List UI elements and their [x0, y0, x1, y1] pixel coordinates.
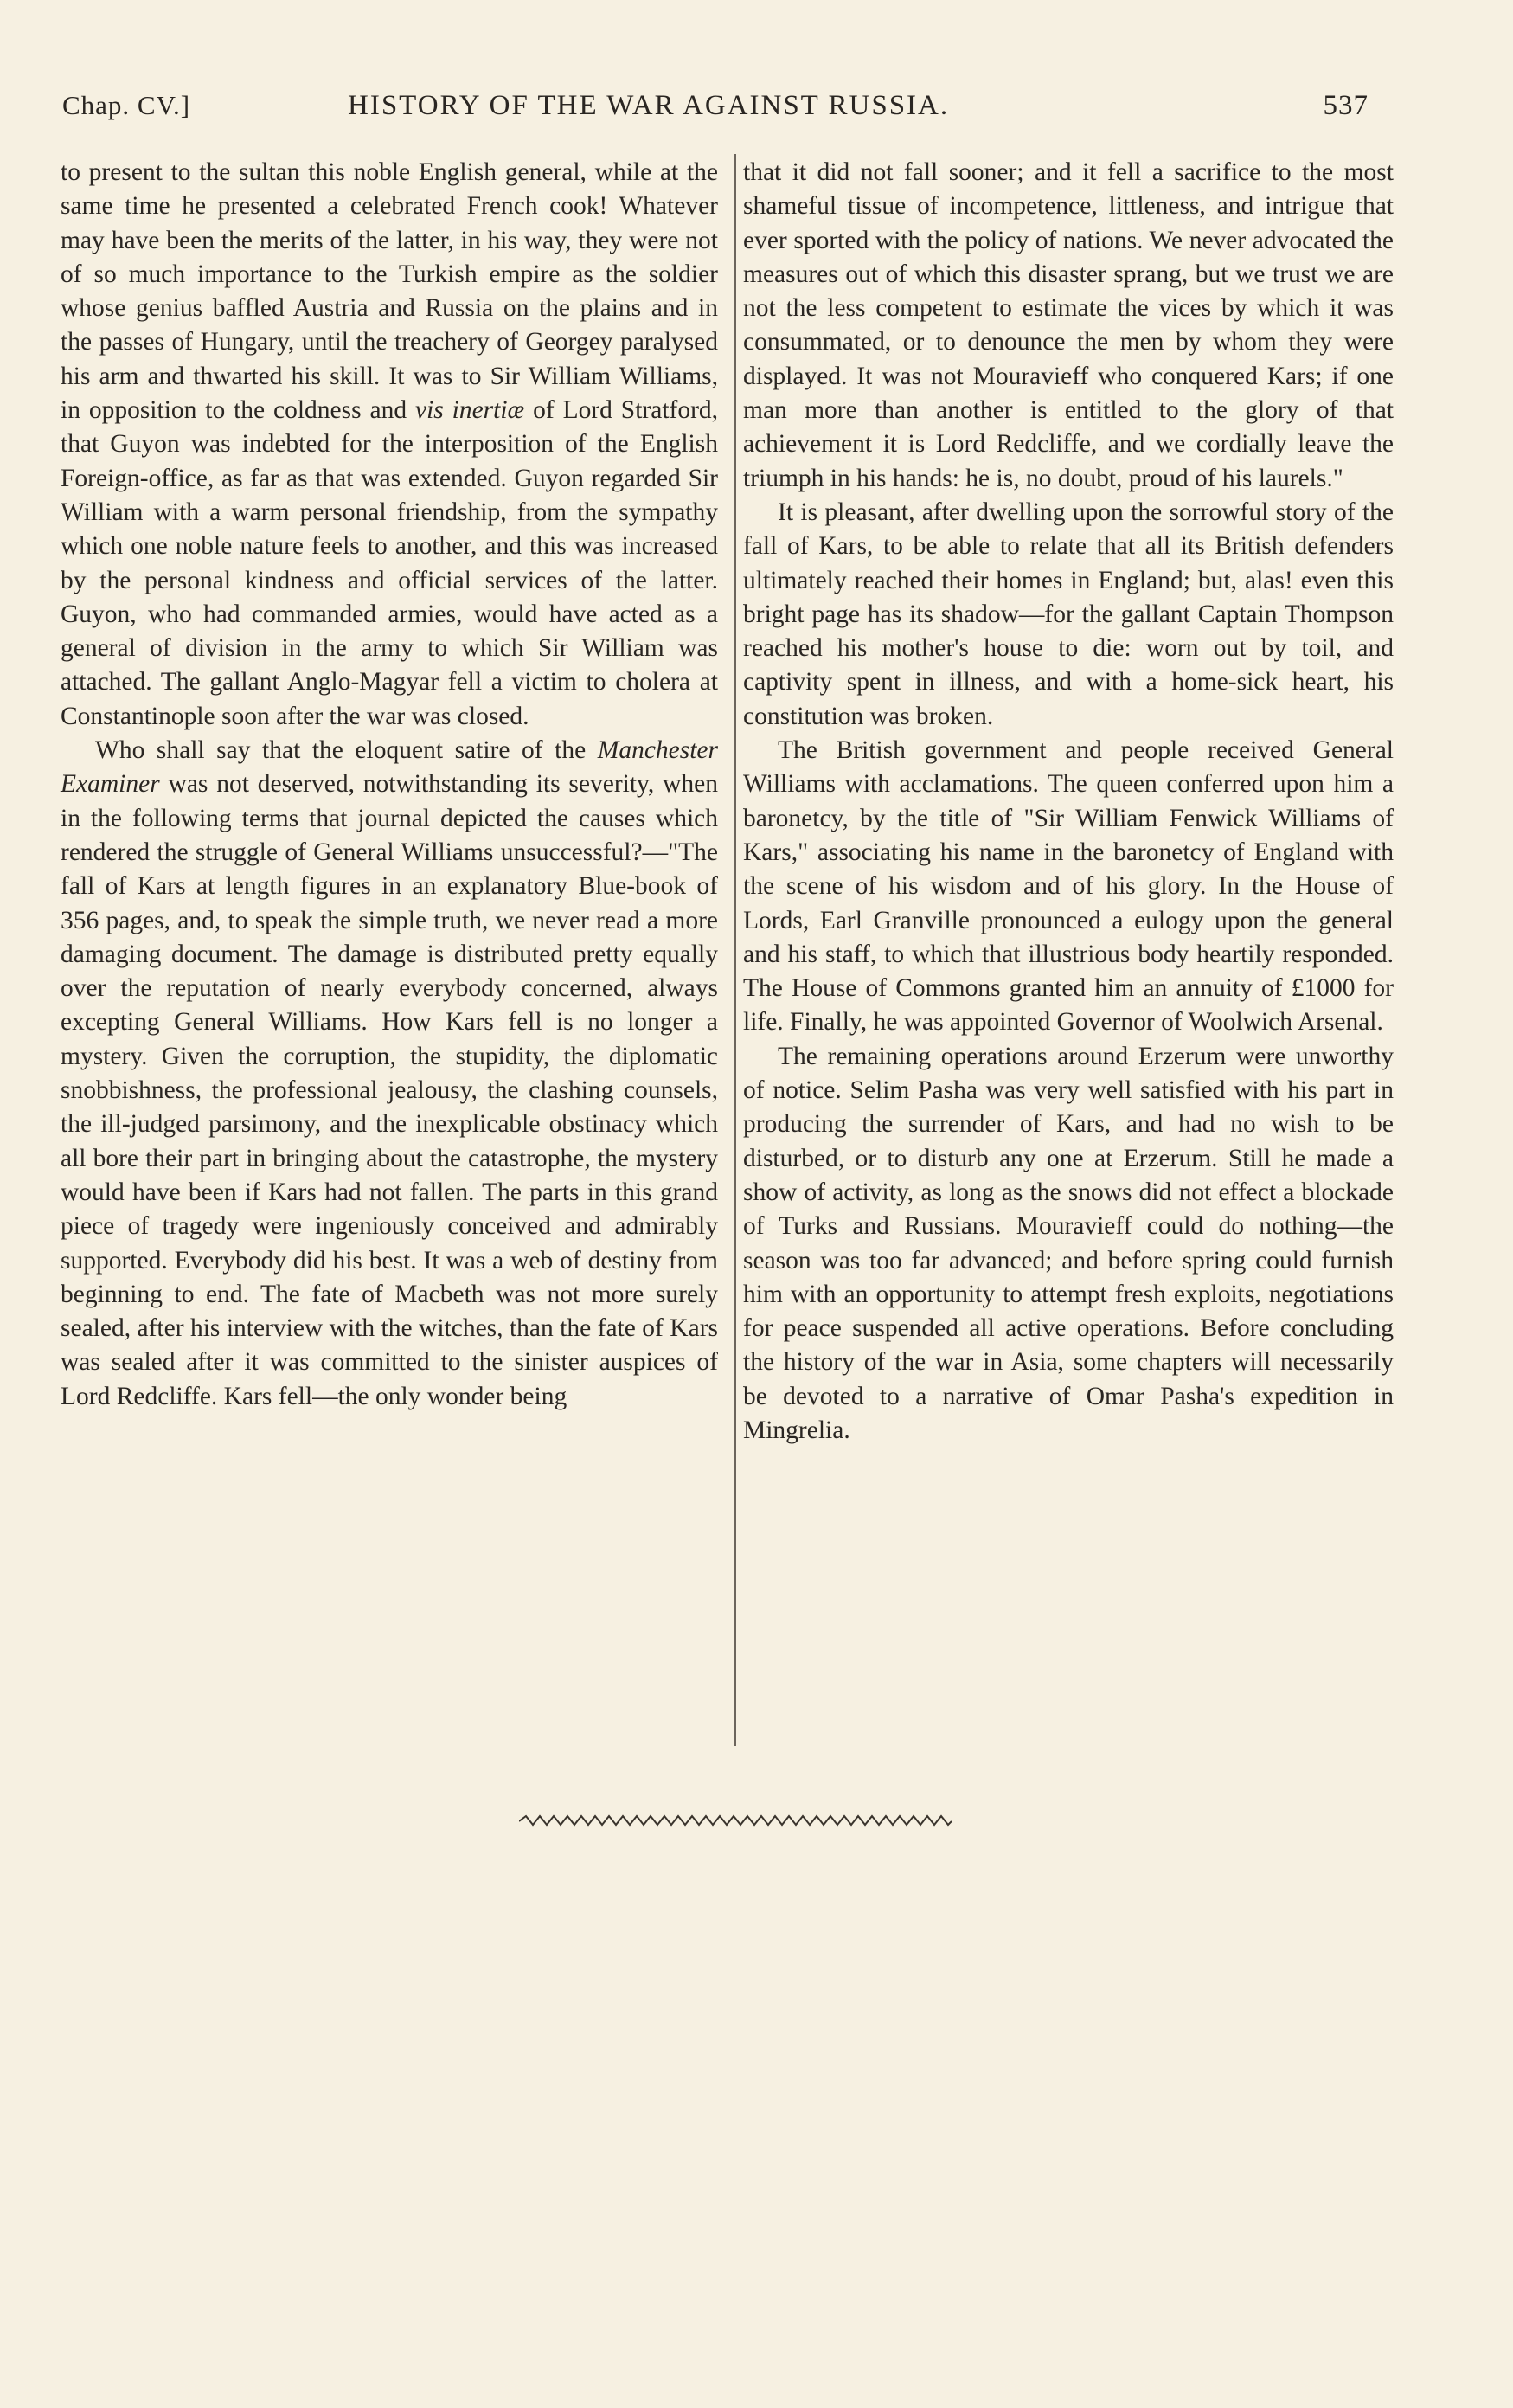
end-ornament	[519, 1808, 952, 1834]
paragraph-6: The remaining operations around Erzerum were unworthy of notice. Selim Pasha was very well satisfied with his part in producing the surrender of Kars, and had no wish to be disturbed, or to disturb any one at Erzerum. Still he made a show of activity, as long as the snows did not effect a blockade of Turks and Russians. Mouravieff could do nothing—the season was too far advanced; and before spring could furnish him with an opportunity to attempt fresh exploits, negotiations for peace suspended all active operations. Before concluding the history of the war in Asia, some chapters will necessarily be devoted to a narrative of Omar Pasha's expedition in Mingrelia.	[743, 1042, 1394, 1444]
paragraph-2: Who shall say that the eloquent satire of the Manchester Examiner was not deserved, notwithstanding its severity, when in the following terms that journal depicted the causes which rendered the struggle of General Williams unsuccessful?—"The fall of Kars at length figures in an explanatory Blue-book of 356 pages, and, to speak the simple truth, we never read a more damaging document. The damage is distributed pretty equally over the reputation of nearly everybody concerned, always excepting General Williams. How Kars fell is no longer a mystery. Given the corruption, the stupidity, the diplomatic snobbishness, the professional jealousy, the clashing counsels, the ill-judged parsimony, and the inexplicable obstinacy which all bore their part in bringing about the catastrophe, the mystery would have been if Kars had not fallen. The parts in this grand piece of tragedy were ingeniously conceived and admirably supported. Everybody did his best. It was a web of destiny from beginning to end. The fate of Macbeth was not more surely sealed, after his interview with the witches, than the fate of Kars was sealed after it was committed to the sinister auspices of Lord Redcliffe. Kars fell—the only wonder being	[61, 736, 719, 1410]
page-number: 537	[1323, 90, 1369, 121]
paragraph-1: to present to the sultan this noble English general, while at the same time he presented a celebrated French cook! Whatever may have been the merits of the latter, in his way, they were not of so much importance to the Turkish empire as the soldier whose genius baffled Austria and Russia on the plains and in the passes of Hungary, until the treachery of Georgey paralysed his arm and thwarted his skill. It was to Sir William Williams, in opposition to the coldness and vis inertiæ of Lord Stratford, that Guyon was indebted for the interposition of the English Foreign-office, as far as that was extended. Guyon regarded Sir William with a warm personal friendship, from the sympathy which one noble nature feels to another, and this was increased by the personal kindness and official services of the latter. Guyon, who had commanded armies, would have acted as a general of division in the army to which Sir William was attached. The gallant Anglo-Magyar fell a victim to cholera at Constantinople soon after the war was closed.	[61, 158, 719, 730]
running-title: HISTORY OF THE WAR AGAINST RUSSIA.	[348, 90, 950, 121]
chapter-label: Chap. CV.]	[62, 90, 191, 120]
left-column	[61, 156, 718, 1414]
page-header	[62, 90, 1369, 132]
paragraph-4: It is pleasant, after dwelling upon the sorrowful story of the fall of Kars, to be able to relate that all its British defenders ultimately reached their homes in England; but, alas! even this bright page has its shadow—for the gallant Captain Thompson reached his mother's house to die: worn out by toil, and captivity spent in illness, and with a home-sick heart, his constitution was broken.	[743, 498, 1394, 730]
column-divider	[734, 154, 736, 1746]
right-column	[743, 156, 1394, 1448]
paragraph-5: The British government and people received General Williams with acclamations. The queen conferred upon him a baronetcy, by the title of "Sir William Fenwick Williams of Kars," associating his name in the baronetcy of England with the scene of his wisdom and of his glory. In the House of Lords, Earl Granville pronounced a eulogy upon the general and his staff, to which that illustrious body heartily responded. The House of Commons granted him an annuity of £1000 for life. Finally, he was appointed Governor of Woolwich Arsenal.	[743, 736, 1394, 1037]
paragraph-3: that it did not fall sooner; and it fell a sacrifice to the most shameful tissue of incompetence, littleness, and intrigue that ever sported with the policy of nations. We never advocated the measures out of which this disaster sprang, but we trust we are not the less competent to estimate the vices by which it was consummated, or to denounce the men by whom they were displayed. It was not Mouravieff who conquered Kars; if one man more than another is entitled to the glory of that achievement it is Lord Redcliffe, and we cordially leave the triumph in his hands: he is, no doubt, proud of his laurels."	[743, 158, 1394, 492]
